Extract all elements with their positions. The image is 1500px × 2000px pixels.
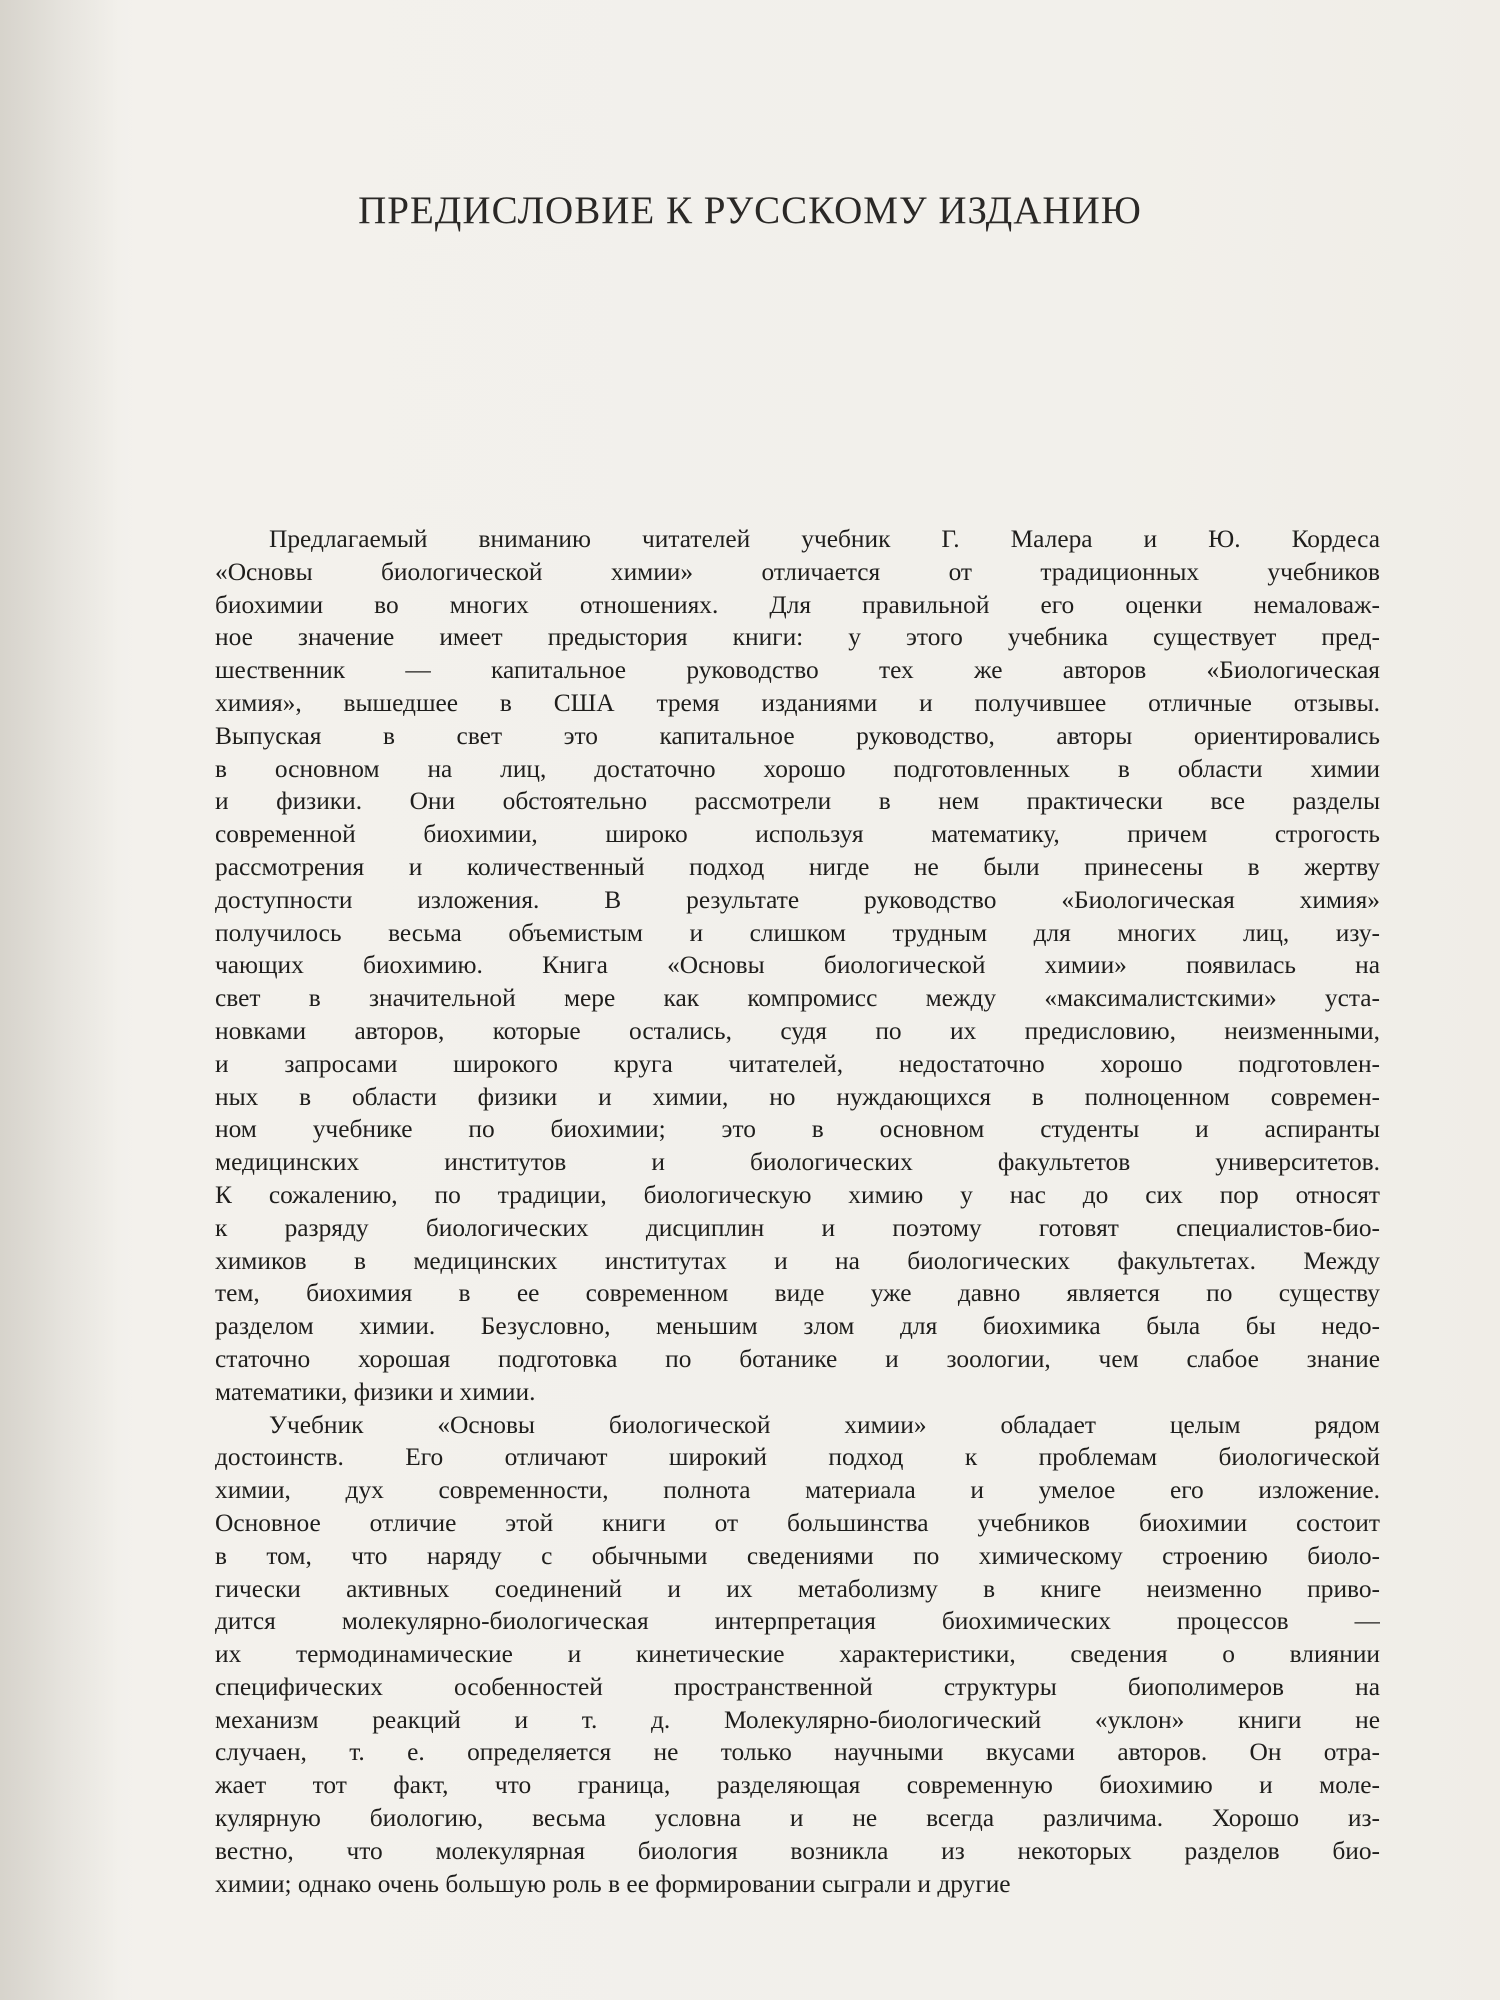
text-line: Учебник «Основы биологической химии» обладает целым рядом — [269, 1410, 1380, 1439]
text-line: в том, что наряду с обычными сведениями по химическому строению биоло- — [215, 1541, 1380, 1570]
text-line: свет в значительной мере как компромисс между «максималистскими» уста- — [215, 984, 1380, 1013]
paragraph — [215, 523, 1380, 1409]
text-line: химия», вышедшее в США тремя изданиями и получившее отличные отзывы. — [215, 688, 1380, 717]
text-line: Основное отличие этой книги от большинства учебников биохимии состоит — [215, 1508, 1380, 1537]
text-line: и запросами широкого круга читателей, недостаточно хорошо подготовлен- — [215, 1049, 1380, 1078]
text-line: шественник — капитальное руководство тех же авторов «Биологическая — [215, 656, 1380, 685]
text-line: случаен, т. е. определяется не только научными вкусами авторов. Он отра- — [215, 1738, 1380, 1767]
text-line: специфических особенностей пространственной структуры биополимеров на — [215, 1672, 1380, 1701]
text-line: медицинских институтов и биологических факультетов университетов. — [215, 1148, 1380, 1177]
page-gutter-shadow — [0, 0, 120, 2000]
body-text — [215, 523, 1380, 1900]
text-line: в основном на лиц, достаточно хорошо подготовленных в области химии — [215, 754, 1380, 783]
text-line: химиков в медицинских институтах и на биологических факультетах. Между — [215, 1246, 1380, 1275]
text-line: их термодинамические и кинетические характеристики, сведения о влиянии — [215, 1640, 1380, 1669]
text-line: математики, физики и химии. — [215, 1377, 536, 1406]
text-line: механизм реакций и т. д. Молекулярно-биологический «уклон» книги не — [215, 1705, 1380, 1734]
text-line: статочно хорошая подготовка по ботанике и зоологии, чем слабое знание — [215, 1344, 1380, 1373]
text-line: новками авторов, которые остались, судя по их предисловию, неизменными, — [215, 1016, 1380, 1045]
text-line: химии; однако очень большую роль в ее формировании сыграли и другие — [215, 1869, 1011, 1898]
text-line: получилось весьма объемистым и слишком трудным для многих лиц, изу- — [215, 918, 1380, 947]
text-line: дится молекулярно-биологическая интерпретация биохимических процессов — — [215, 1607, 1380, 1636]
text-line: к разряду биологических дисциплин и поэтому готовят специалистов-био- — [215, 1213, 1380, 1242]
page-title: ПРЕДИСЛОВИЕ К РУССКОМУ ИЗДАНИЮ — [358, 189, 1142, 232]
text-line: ном учебнике по биохимии; это в основном студенты и аспиранты — [215, 1115, 1380, 1144]
text-line: К сожалению, по традиции, биологическую химию у нас до сих пор относят — [215, 1180, 1380, 1209]
text-line: кулярную биологию, весьма условна и не всегда различима. Хорошо из- — [215, 1804, 1380, 1833]
text-line: разделом химии. Безусловно, меньшим злом для биохимика была бы недо- — [215, 1312, 1380, 1341]
text-line: ных в области физики и химии, но нуждающихся в полноценном современ- — [215, 1082, 1380, 1111]
text-line: биохимии во многих отношениях. Для правильной его оценки немаловаж- — [215, 590, 1380, 619]
text-line: химии, дух современности, полнота материала и умелое его изложение. — [215, 1476, 1380, 1505]
text-line: ное значение имеет предыстория книги: у этого учебника существует пред- — [215, 623, 1380, 652]
text-line: вестно, что молекулярная биология возникла из некоторых разделов био- — [215, 1836, 1380, 1865]
text-line: «Основы биологической химии» отличается от традиционных учебников — [215, 557, 1380, 586]
text-line: современной биохимии, широко используя математику, причем строгость — [215, 820, 1380, 849]
text-line: Выпуская в свет это капитальное руководство, авторы ориентировались — [215, 721, 1380, 750]
text-line: жает тот факт, что граница, разделяющая современную биохимию и моле- — [215, 1771, 1380, 1800]
text-line: достоинств. Его отличают широкий подход к проблемам биологической — [215, 1443, 1380, 1472]
text-line: доступности изложения. В результате руководство «Биологическая химия» — [215, 885, 1380, 914]
paragraph — [215, 1409, 1380, 1901]
text-line: гически активных соединений и их метаболизму в книге неизменно приво- — [215, 1574, 1380, 1603]
text-line: чающих биохимию. Книга «Основы биологической химии» появилась на — [215, 951, 1380, 980]
text-line: Предлагаемый вниманию читателей учебник Г. Малера и Ю. Кордеса — [269, 525, 1380, 553]
text-line: рассмотрения и количественный подход нигде не были принесены в жертву — [215, 852, 1380, 881]
text-line: и физики. Они обстоятельно рассмотрели в нем практически все разделы — [215, 787, 1380, 816]
text-line: тем, биохимия в ее современном виде уже давно является по существу — [215, 1279, 1380, 1308]
